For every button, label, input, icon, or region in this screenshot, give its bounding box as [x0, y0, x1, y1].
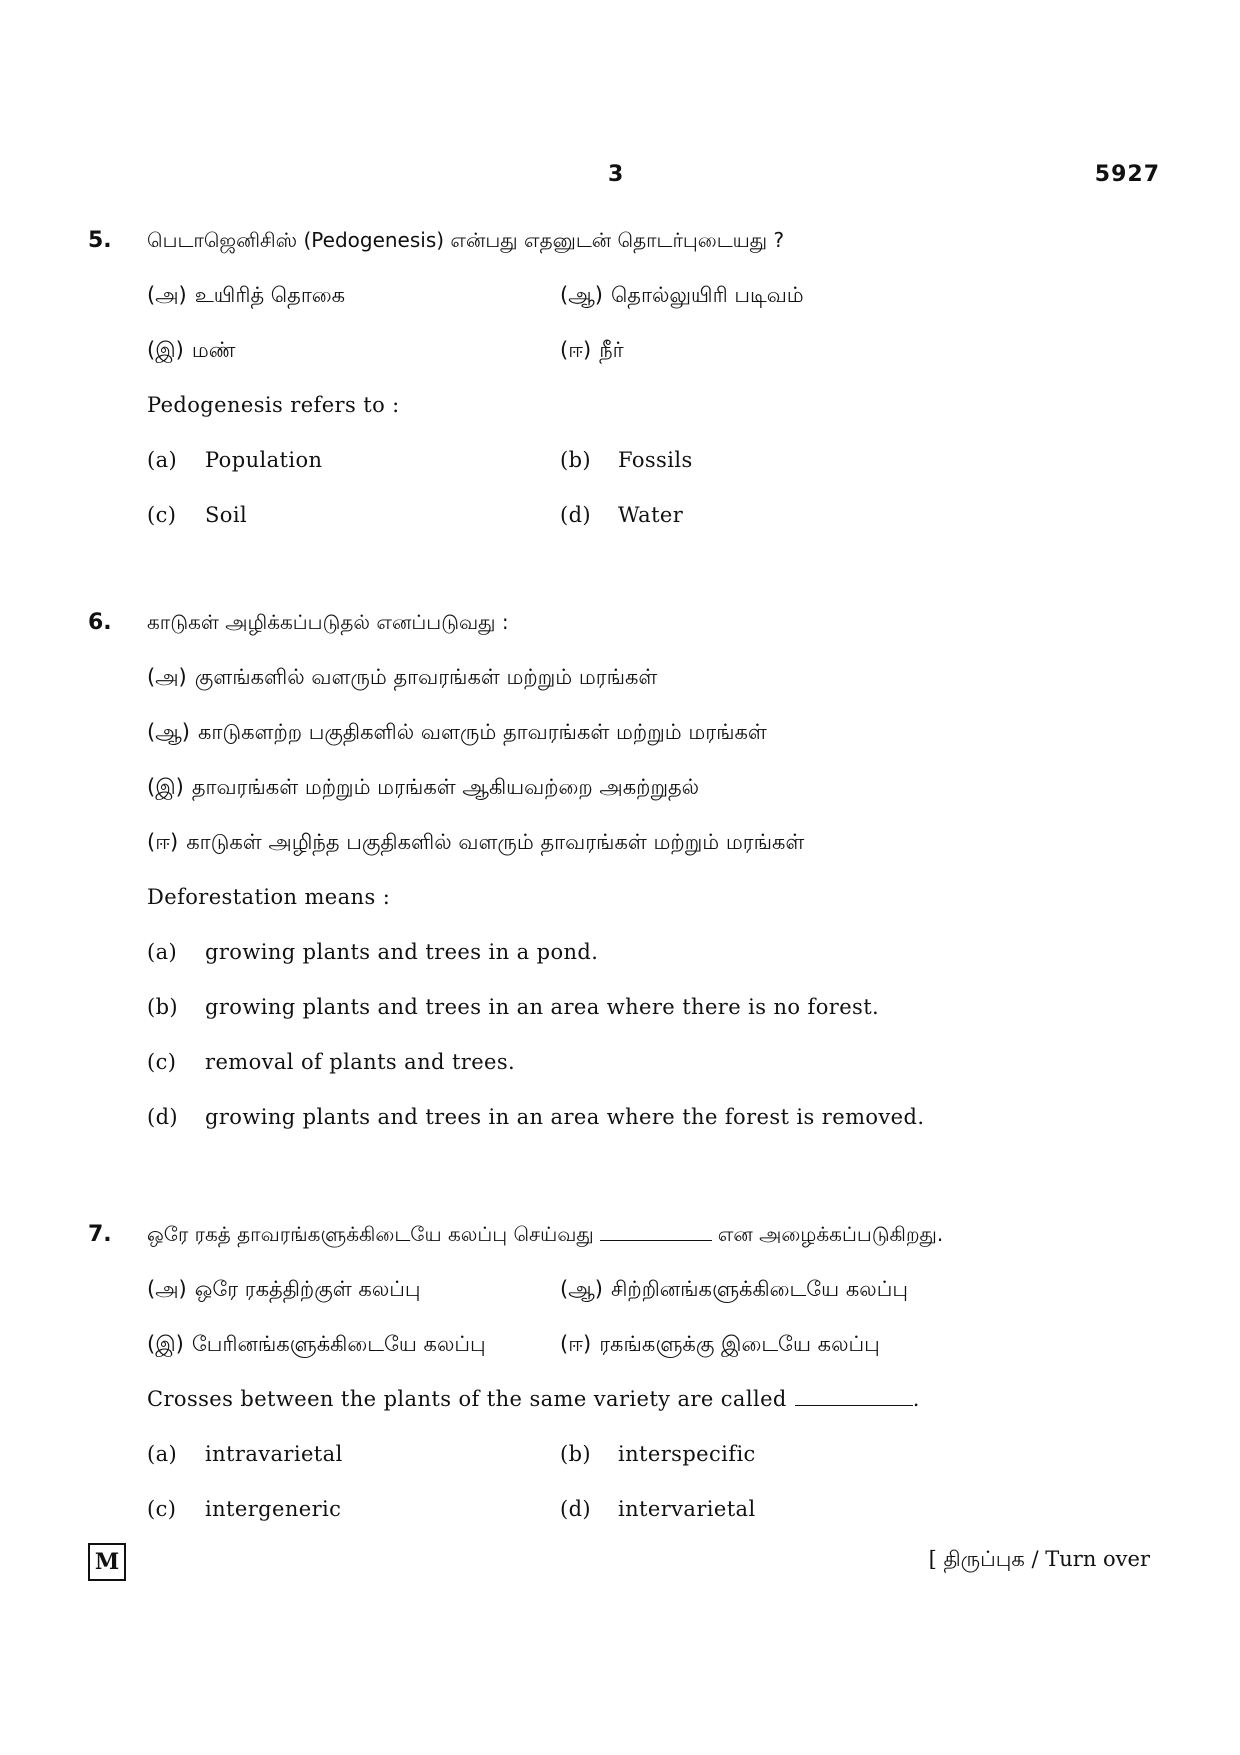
english-option-b: (b) interspecific — [560, 1442, 756, 1466]
page-number: 3 — [608, 162, 624, 187]
turn-over-text: [ திருப்புக / Turn over — [928, 1547, 1150, 1571]
question-text-tamil: பெடாஜெனிசிஸ் (Pedogenesis) என்பது எதனுடன் தொடர்புடையது ? — [147, 228, 785, 252]
tamil-option-b: (ஆ) சிற்றினங்களுக்கிடையே கலப்பு — [560, 1277, 908, 1301]
question-number: 6. — [88, 610, 112, 635]
english-option-d: (d) intervarietal — [560, 1497, 756, 1521]
tamil-option-d: (ஈ) ரகங்களுக்கு இடையே கலப்பு — [560, 1332, 880, 1356]
answer-blank — [600, 1222, 712, 1241]
tamil-option-a: (அ) ஒரே ரகத்திற்குள் கலப்பு — [147, 1277, 421, 1301]
question-number: 7. — [88, 1222, 112, 1247]
paper-code: 5927 — [1094, 162, 1160, 187]
english-option-d: (d) Water — [560, 503, 684, 527]
question-text-english: Deforestation means : — [147, 885, 391, 909]
tamil-option-a: (அ) குளங்களில் வளரும் தாவரங்கள் மற்றும் மரங்கள் — [147, 665, 658, 689]
question-number: 5. — [88, 228, 112, 253]
english-option-a: (a) intravarietal — [147, 1442, 343, 1466]
tamil-option-b: (ஆ) காடுகளற்ற பகுதிகளில் வளரும் தாவரங்கள் மற்றும் மரங்கள் — [147, 720, 767, 744]
tamil-option-a: (அ) உயிரித் தொகை — [147, 283, 346, 307]
page-header — [0, 162, 1240, 198]
english-option-c: (c) Soil — [147, 503, 248, 527]
answer-blank — [795, 1387, 913, 1406]
tamil-option-c: (இ) மண் — [147, 338, 236, 362]
english-option-c: (c) removal of plants and trees. — [147, 1050, 516, 1074]
english-option-b: (b) growing plants and trees in an area where there is no forest. — [147, 995, 880, 1019]
english-option-b: (b) Fossils — [560, 448, 693, 472]
question-text-english: Crosses between the plants of the same variety are called . — [147, 1387, 920, 1411]
question-text-english: Pedogenesis refers to : — [147, 393, 400, 417]
question-text-tamil: ஒரே ரகத் தாவரங்களுக்கிடையே கலப்பு செய்வது என அழைக்கப்படுகிறது. — [147, 1222, 944, 1246]
english-option-c: (c) intergeneric — [147, 1497, 342, 1521]
english-option-a: (a) Population — [147, 448, 323, 472]
page-footer — [0, 1543, 1240, 1583]
tamil-option-b: (ஆ) தொல்லுயிரி படிவம் — [560, 283, 804, 307]
tamil-option-c: (இ) பேரினங்களுக்கிடையே கலப்பு — [147, 1332, 486, 1356]
english-option-d: (d) growing plants and trees in an area where the forest is removed. — [147, 1105, 925, 1129]
tamil-option-d: (ஈ) நீர் — [560, 338, 624, 362]
medium-mark-box: M — [88, 1543, 126, 1581]
tamil-option-c: (இ) தாவரங்கள் மற்றும் மரங்கள் ஆகியவற்றை அகற்றுதல் — [147, 775, 700, 799]
question-text-tamil: காடுகள் அழிக்கப்படுதல் எனப்படுவது : — [147, 610, 509, 634]
tamil-option-d: (ஈ) காடுகள் அழிந்த பகுதிகளில் வளரும் தாவரங்கள் மற்றும் மரங்கள் — [147, 830, 805, 854]
english-option-a: (a) growing plants and trees in a pond. — [147, 940, 599, 964]
